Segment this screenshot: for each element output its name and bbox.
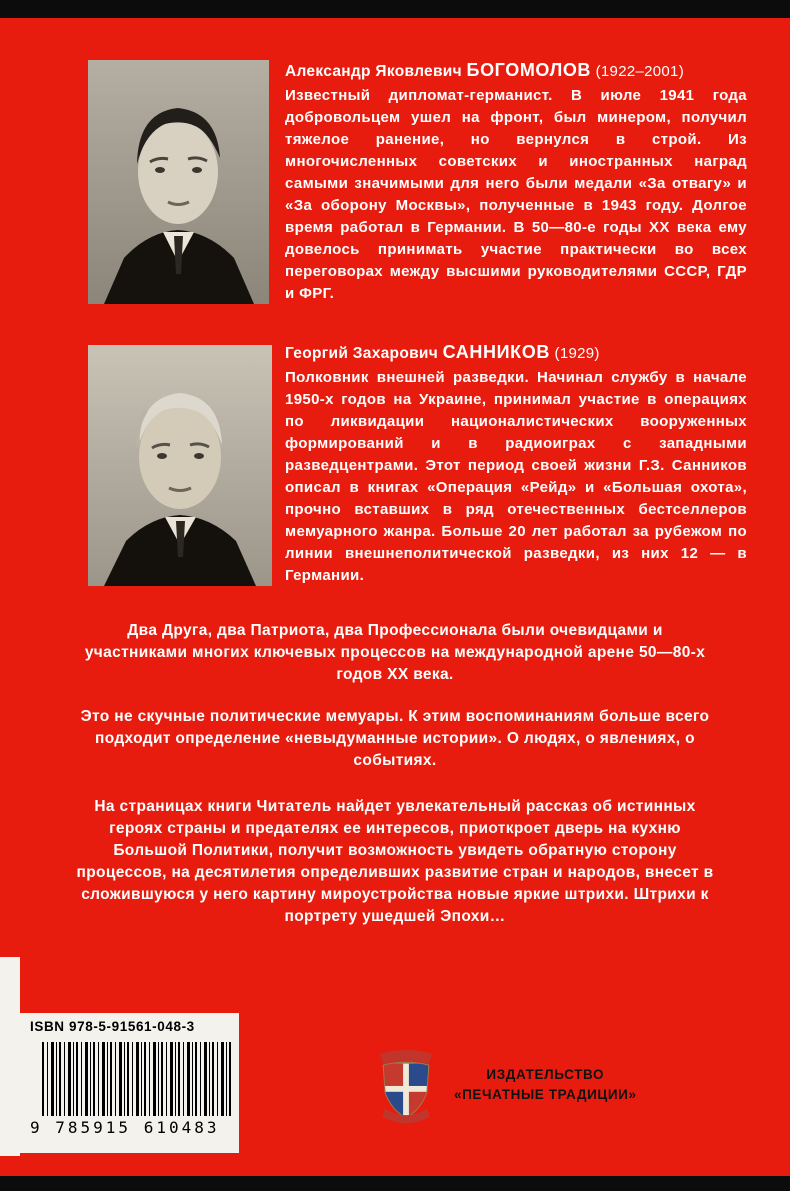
portrait-photo-bogomolov <box>88 60 269 304</box>
portrait-silhouette-icon <box>88 345 272 586</box>
crest-icon <box>372 1044 440 1126</box>
bio-name: Георгий Захарович <box>285 345 439 362</box>
publisher-name-line1: ИЗДАТЕЛЬСТВО <box>486 1067 605 1082</box>
bio-years: (1929) <box>554 345 600 362</box>
bio-bogomolov <box>285 57 747 305</box>
publisher-name <box>454 1065 637 1105</box>
bio-heading-bogomolov <box>285 57 747 85</box>
bio-years: (1922–2001) <box>595 63 684 80</box>
top-edge-bar <box>0 0 790 18</box>
publisher-name-line2: «ПЕЧАТНЫЕ ТРАДИЦИИ» <box>454 1087 637 1102</box>
bio-text: Известный дипломат-германист. В июле 1941 года добровольцем ушел на фронт, был минером, получил тяжелое ранение, но вернулся в строй. Из многочисленных советских и иностранных наград самыми значимыми для него были медали «За отвагу» и «За оборону Москвы», полученные в 1943 году. Долгое время работал в Германии. В 50—80-е годы XX века ему довелось принимать участие практически во всех переговорах между высшими руководителями СССР, ГДР и ФРГ. <box>285 87 747 302</box>
publisher-block <box>372 1044 637 1126</box>
annotation-paragraph-3: На страницах книги Читатель найдет увлекательный рассказ об истинных героях страны и предателях ее интересов, приоткроет дверь на кухню Большой Политики, получит возможность увидеть обратную сторону процессов, на десятилетия определивших развитие стран и народов, внесет в сложившуюся у него картину мироустройства новые яркие штрихи. Штрихи к портрету ушедшей Эпохи… <box>76 798 714 925</box>
barcode <box>42 1042 234 1116</box>
bio-surname: САННИКОВ <box>442 342 550 362</box>
portrait-photo-sannikov <box>88 345 272 586</box>
left-white-strip <box>0 957 20 1156</box>
barcode-block <box>18 1013 239 1153</box>
isbn-label: ISBN 978-5-91561-048-3 <box>30 1019 195 1034</box>
bottom-edge-bar <box>0 1176 790 1191</box>
barcode-digits: 9 785915 610483 <box>30 1118 220 1137</box>
publisher-logo-icon <box>372 1044 440 1126</box>
annotation-paragraph-2: Это не скучные политические мемуары. К этим воспоминаниям больше всего подходит определение «невыдуманные истории». О людях, о явлениях, о событиях. <box>80 708 710 769</box>
bio-sannikov <box>285 339 747 587</box>
bio-surname: БОГОМОЛОВ <box>466 60 592 80</box>
portrait-silhouette-icon <box>88 60 269 304</box>
bio-text: Полковник внешней разведки. Начинал службу в начале 1950-х годов на Украине, принимал участие в операциях по ликвидации националистических вооруженных формирований и в радиоиграх с западными разведцентрами. Этот период своей жизни Г.З. Санников описал в книгах «Операция «Рейд» и «Большая охота», прочно вставших в ряд отечественных бестселлеров мемуарного жанра. Больше 20 лет работал за рубежом по линии внешнеполитической разведки, из них 12 — в Германии. <box>285 369 747 584</box>
annotation-paragraph-1: Два Друга, два Патриота, два Профессионала были очевидцами и участниками многих ключевых процессов на международной арене 50—80-х годов XX века. <box>84 622 706 683</box>
bio-heading-sannikov <box>285 339 747 367</box>
bio-name: Александр Яковлевич <box>285 63 462 80</box>
